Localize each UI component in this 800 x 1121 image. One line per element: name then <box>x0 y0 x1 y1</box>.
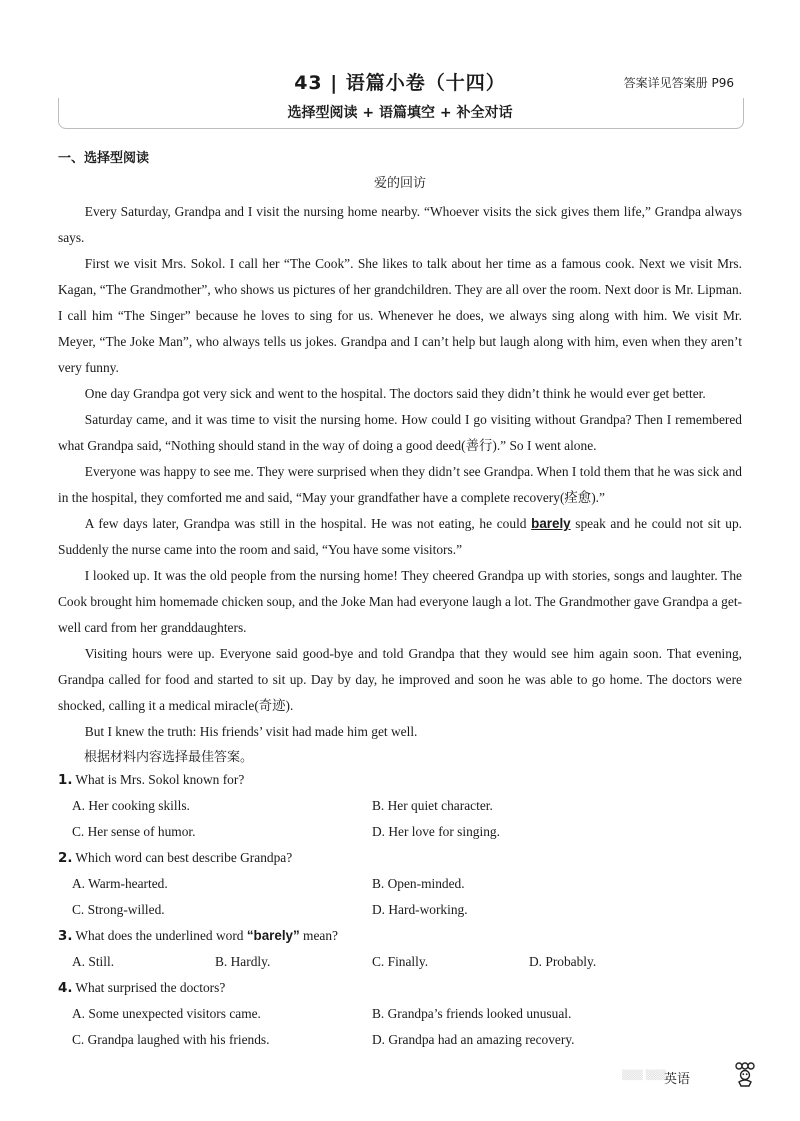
passage-paragraph: Visiting hours were up. Everyone said good-bye and told Grandpa that they would see him again soon. That evening, Grandpa called for food and started to sit up. Day by day, he improved and soon he was able to go home. The doctors were shocked, calling it a medical miracle(奇迹). <box>58 646 742 713</box>
mascot-logo-icon <box>734 1062 756 1093</box>
option-c[interactable]: C. Strong-willed. <box>72 902 165 917</box>
option-d[interactable]: D. Probably. <box>529 954 597 969</box>
option-row <box>58 1027 758 1053</box>
option-row <box>58 897 758 923</box>
footer-watermark: ▒▒▒ ▒▒▒ <box>622 1071 667 1081</box>
paragraph-text: speak and he could not sit up. Suddenly the nurse came into the room and said, “You have some visitors.” <box>58 516 742 557</box>
passage-title: 爱的回访 <box>373 176 426 191</box>
option-a[interactable]: A. Still. <box>72 954 115 969</box>
question-stem <box>58 975 758 1001</box>
underlined-keyword: barely <box>531 516 571 531</box>
question-number: 2. <box>58 851 73 866</box>
option-a[interactable]: A. Warm-hearted. <box>72 876 168 891</box>
question-text: What surprised the doctors? <box>75 980 226 995</box>
footer-subject: 英语 <box>664 1072 691 1087</box>
option-d[interactable]: D. Grandpa had an amazing recovery. <box>372 1032 575 1047</box>
option-row <box>58 871 758 897</box>
question-list <box>58 767 758 1053</box>
page-title: 43 | 语篇小卷（十四） <box>294 72 506 94</box>
question-instruction: 根据材料内容选择最佳答案。 <box>84 750 254 765</box>
option-row <box>58 819 758 845</box>
option-row <box>58 793 758 819</box>
option-b[interactable]: B. Her quiet character. <box>372 798 493 813</box>
question-keyword: “barely” <box>246 928 300 943</box>
passage-paragraph: I looked up. It was the old people from the nursing home! They cheered Grandpa up with stories, songs and laughter. The Cook brought him homemade chicken soup, and the Joke Man had everyone laugh a lot. The Grandmother gave Grandpa a get-well card from her granddaughters. <box>58 568 742 635</box>
passage-paragraph <box>58 511 742 563</box>
question-number: 4. <box>58 981 73 996</box>
option-row <box>58 949 758 975</box>
option-d[interactable]: D. Her love for singing. <box>372 824 500 839</box>
section-heading: 一、选择型阅读 <box>58 151 150 166</box>
option-d[interactable]: D. Hard-working. <box>372 902 468 917</box>
passage-paragraph: First we visit Mrs. Sokol. I call her “The Cook”. She likes to talk about her time as a famous cook. Next we visit Mrs. Kagan, “The Grandmother”, who shows us pictures of her grandchildren. They are all over the room. Next door is Mr. Lipman. I call him “The Singer” because he loves to sing for us. Whenever he does, we always sing along with him. We visit Mr. Meyer, “The Joke Man”, who always tells us jokes. Grandpa and I can’t help but laugh along with him, even when they aren’t very funny. <box>58 256 742 375</box>
option-row <box>58 1001 758 1027</box>
question-text: Which word can best describe Grandpa? <box>75 850 293 865</box>
passage-paragraph: Every Saturday, Grandpa and I visit the nursing home nearby. “Whoever visits the sick gives them life,” Grandpa always says. <box>58 204 742 245</box>
question-stem <box>58 767 758 793</box>
question-number: 3. <box>58 929 73 944</box>
option-a[interactable]: A. Her cooking skills. <box>72 798 190 813</box>
question-text: What is Mrs. Sokol known for? <box>75 772 245 787</box>
passage-paragraph: Everyone was happy to see me. They were surprised when they didn’t see Grandpa. When I told them that he was sick and in the hospital, they comforted me and said, “May your grandfather have a complete recovery(痊愈).” <box>58 464 742 505</box>
paragraph-text: A few days later, Grandpa was still in the hospital. He was not eating, he could <box>84 516 532 531</box>
passage-paragraph: One day Grandpa got very sick and went to the hospital. The doctors said they didn’t think he would ever get better. <box>84 386 706 401</box>
passage-paragraph: Saturday came, and it was time to visit the nursing home. How could I go visiting without Grandpa? Then I remembered what Grandpa said, “Nothing should stand in the way of doing a good deed(善行).” So I went alone. <box>58 412 742 453</box>
passage-paragraph: But I knew the truth: His friends’ visit had made him get well. <box>84 724 418 739</box>
option-c[interactable]: C. Her sense of humor. <box>72 824 196 839</box>
page-subtitle: 选择型阅读 + 语篇填空 + 补全对话 <box>287 105 513 121</box>
question-stem <box>58 845 758 871</box>
option-b[interactable]: B. Hardly. <box>215 954 271 969</box>
question-text: mean? <box>299 928 338 943</box>
option-b[interactable]: B. Open-minded. <box>372 876 465 891</box>
option-c[interactable]: C. Finally. <box>372 954 429 969</box>
question-text: What does the underlined word <box>75 928 247 943</box>
option-a[interactable]: A. Some unexpected visitors came. <box>72 1006 261 1021</box>
question-stem <box>58 923 758 949</box>
question-number: 1. <box>58 773 73 788</box>
reading-passage <box>58 173 742 771</box>
option-b[interactable]: B. Grandpa’s friends looked unusual. <box>372 1006 572 1021</box>
option-c[interactable]: C. Grandpa laughed with his friends. <box>72 1032 270 1047</box>
answer-reference: 答案详见答案册 P96 <box>623 76 734 90</box>
